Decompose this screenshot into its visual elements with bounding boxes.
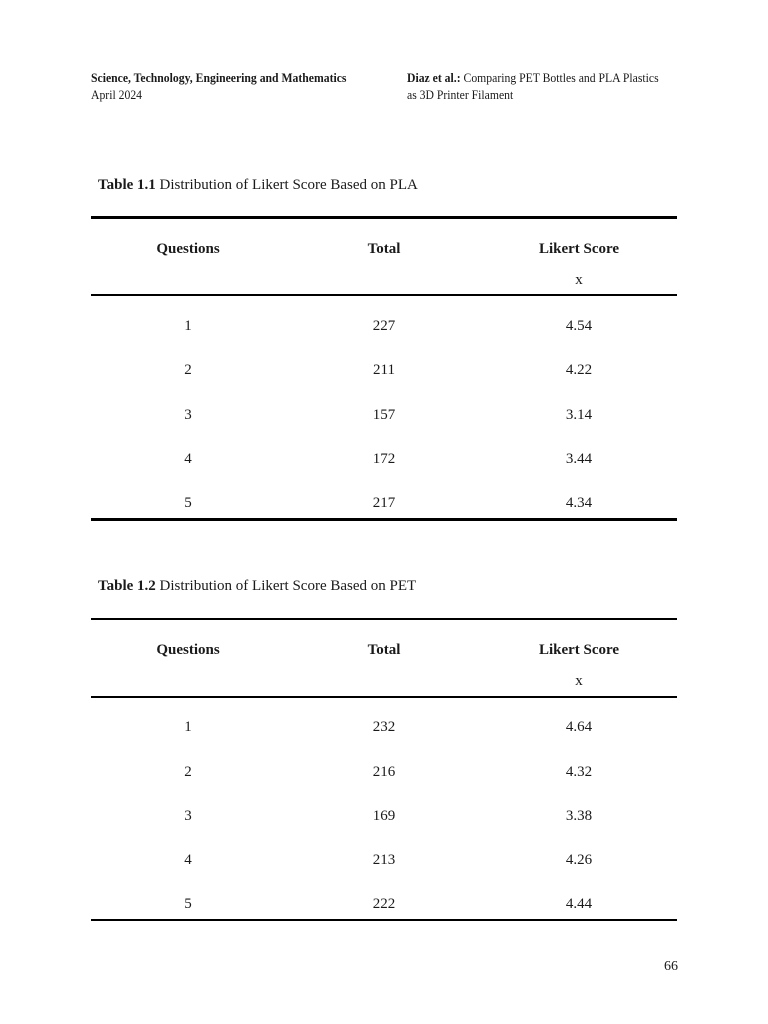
likert-score-value: 3.44: [565, 451, 593, 467]
header-right: [407, 69, 659, 103]
question-number: 2: [184, 362, 192, 378]
bottom-rule: [91, 518, 677, 521]
likert-score-value: 4.54: [565, 318, 593, 334]
column-header-likert-score: Likert Score: [538, 241, 620, 257]
total-value: 211: [373, 362, 395, 378]
likert-score-value: 4.22: [565, 362, 593, 378]
header-rule: [91, 696, 677, 698]
column-header-questions: Questions: [156, 642, 220, 658]
header-left: [91, 69, 346, 103]
column-header-total: Total: [367, 642, 401, 658]
likert-table-pla: [91, 216, 677, 522]
question-number: 3: [184, 407, 192, 423]
likert-table-pet: [91, 618, 677, 924]
total-value: 222: [372, 896, 396, 912]
paper-title-line2: as 3D Printer Filament: [407, 87, 514, 102]
column-header-likert-score: Likert Score: [538, 642, 620, 658]
total-value: 227: [372, 318, 396, 334]
top-rule: [91, 216, 677, 219]
table-label: Table 1.1: [98, 177, 156, 193]
question-number: 2: [184, 764, 192, 780]
page-number: 66: [664, 959, 678, 974]
total-value: 172: [372, 451, 396, 467]
question-number: 1: [184, 719, 192, 735]
question-number: 3: [184, 808, 192, 824]
table-caption-2: [98, 577, 416, 595]
table-label: Table 1.2: [98, 578, 156, 594]
question-number: 4: [184, 451, 192, 467]
total-value: 217: [372, 495, 396, 511]
bottom-rule: [91, 919, 677, 921]
authors: Diaz et al.:: [407, 70, 461, 85]
issue-date: April 2024: [91, 87, 143, 102]
question-number: 5: [184, 896, 192, 912]
total-value: 213: [372, 852, 396, 868]
question-number: 5: [184, 495, 192, 511]
question-number: 1: [184, 318, 192, 334]
table-caption-1: [98, 176, 418, 194]
running-header: [91, 69, 681, 109]
mean-symbol: x: [575, 673, 583, 689]
total-value: 157: [372, 407, 396, 423]
mean-symbol: x: [575, 272, 583, 288]
likert-score-value: 4.26: [565, 852, 593, 868]
likert-score-value: 3.38: [565, 808, 593, 824]
header-rule: [91, 294, 677, 296]
table-title: Distribution of Likert Score Based on PET: [159, 578, 417, 594]
journal-name: Science, Technology, Engineering and Mathematics: [91, 70, 347, 85]
column-header-total: Total: [367, 241, 401, 257]
top-rule: [91, 618, 677, 620]
total-value: 169: [372, 808, 396, 824]
likert-score-value: 4.44: [565, 896, 593, 912]
likert-score-value: 3.14: [565, 407, 593, 423]
question-number: 4: [184, 852, 192, 868]
total-value: 216: [372, 764, 396, 780]
table-title: Distribution of Likert Score Based on PLA: [159, 177, 418, 193]
likert-score-value: 4.64: [565, 719, 593, 735]
column-header-questions: Questions: [156, 241, 220, 257]
likert-score-value: 4.32: [565, 764, 593, 780]
likert-score-value: 4.34: [565, 495, 593, 511]
total-value: 232: [372, 719, 396, 735]
paper-title-line1: Comparing PET Bottles and PLA Plastics: [463, 70, 659, 85]
